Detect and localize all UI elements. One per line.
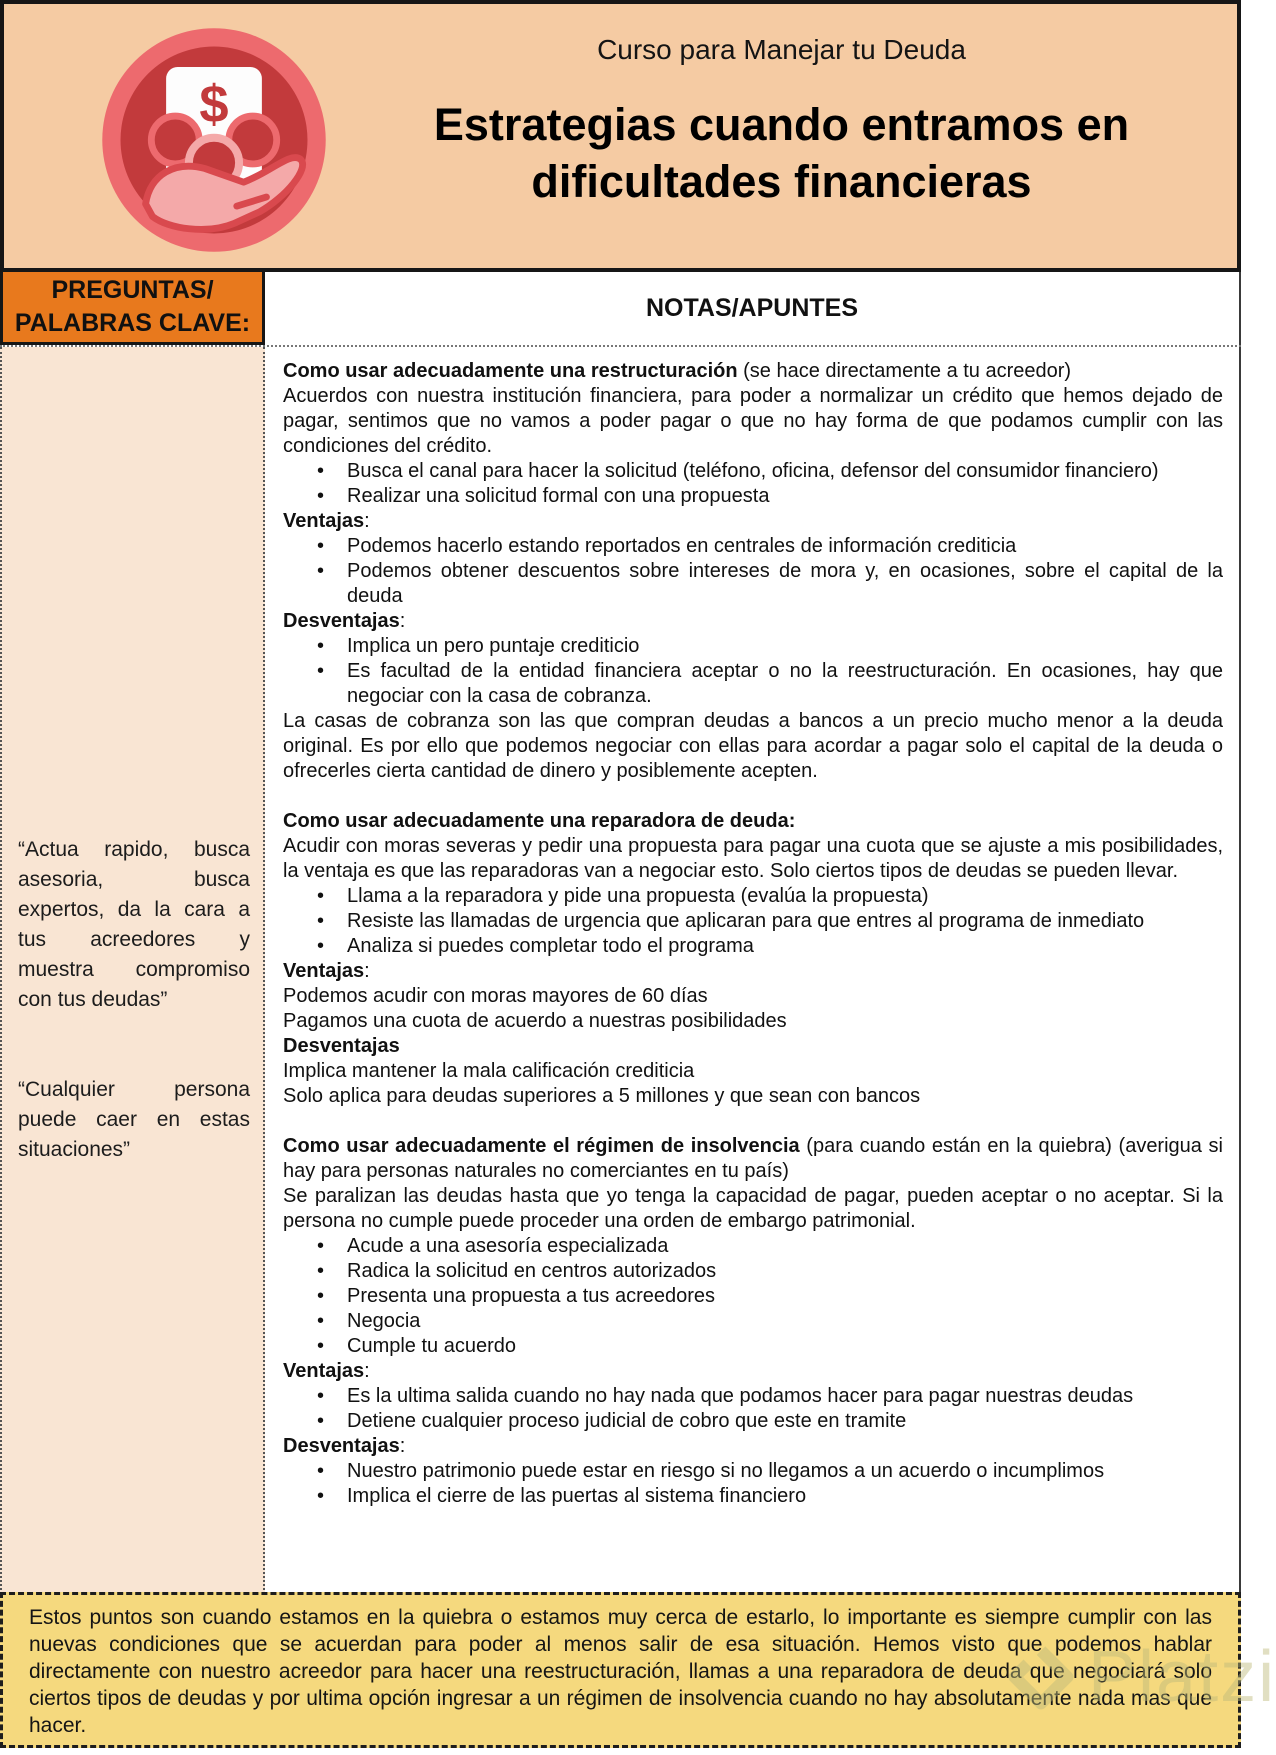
notes-block: • Resiste las llamadas de urgencia que aplicaran para que entres al programa de inmediato	[283, 909, 1223, 934]
questions-header-cell: PREGUNTAS/ PALABRAS CLAVE:	[0, 272, 265, 345]
notes-block: Ventajas:	[283, 960, 370, 982]
notes-block	[283, 784, 1223, 809]
notes-block: • Podemos obtener descuentos sobre intereses de mora y, en ocasiones, sobre el capital de la deuda	[283, 559, 1223, 609]
money-bill-in-hand-icon	[100, 26, 328, 254]
notes-block: Acudir con moras severas y pedir una propuesta para pagar una cuota que se ajuste a mis posibilidades, la ventaja es que las reparadoras van a negociar esto. Solo ciertos tipos de deudas se pueden llevar.	[283, 835, 1223, 882]
notes-block: • Radica la solicitud en centros autorizados	[283, 1259, 1223, 1284]
page-title: Estrategias cuando entramos en dificultades financieras	[433, 99, 1130, 207]
notes-block: La casas de cobranza son las que compran deudas a bancos a un precio mucho menor a la deuda original. Es por ello que podemos negociar con ellas para acordar a pagar solo el capital de la deuda o ofrecerles cierta cantidad de dinero y posiblemente acepten.	[283, 710, 1223, 782]
notes-block: Se paralizan las deudas hasta que yo tenga la capacidad de pagar, pueden aceptar o no aceptar. Si la persona no cumple puede proceder una orden de embargo patrimonial.	[283, 1185, 1223, 1232]
notes-block: • Negocia	[283, 1309, 1223, 1334]
notes-table-body	[0, 345, 1241, 1592]
notes-block: • Podemos hacerlo estando reportados en centrales de información crediticia	[283, 534, 1223, 559]
key-quote-1: “Actua rapido, busca asesoria, busca expertos, da la cara a tus acreedores y muestra compromiso con tus deudas”	[18, 838, 250, 1011]
notes-header-cell: NOTAS/APUNTES	[265, 272, 1241, 345]
notes-block	[283, 1109, 1223, 1134]
notes-block: • Implica el cierre de las puertas al sistema financiero	[283, 1484, 1223, 1509]
notes-block: • Presenta una propuesta a tus acreedores	[283, 1284, 1223, 1309]
notes-block: Acuerdos con nuestra institución financiera, para poder a normalizar un crédito que hemos dejado de pagar, sentimos que no vamos a poder pagar o que no hay forma de que podamos cumplir con las condiciones del crédito.	[283, 385, 1223, 457]
notes-block: • Cumple tu acuerdo	[283, 1334, 1223, 1359]
notes-block: Desventajas	[283, 1035, 400, 1057]
notes-block: Ventajas:	[283, 1360, 370, 1382]
notes-block: • Analiza si puedes completar todo el programa	[283, 934, 1223, 959]
notes-cell	[265, 347, 1241, 1594]
key-quote-2: “Cualquier persona puede caer en estas situaciones”	[18, 1078, 250, 1161]
summary-text: Estos puntos son cuando estamos en la quiebra o estamos muy cerca de estarlo, lo importante es siempre cumplir con las nuevas condiciones que se acuerdan para poder al menos salir de esa situación. Hemos visto que podemos hablar directamente con nuestro acreedor para hacer una reestructuración, llamas a una reparadora de deuda que negociará solo ciertos tipos de deudas y por ultima opción ingresar a un régimen de insolvencia cuando no hay absolutamente nada mas que hacer.	[29, 1606, 1212, 1737]
notes-block: Implica mantener la mala calificación crediticia	[283, 1060, 695, 1082]
svg-text:$: $	[199, 75, 229, 134]
questions-cell	[0, 347, 265, 1594]
notes-block: • Implica un pero puntaje crediticio	[283, 634, 1223, 659]
watermark-label: Platzi	[1088, 1637, 1276, 1717]
notes-block: • Llama a la reparadora y pide una propuesta (evalúa la propuesta)	[283, 884, 1223, 909]
notes-block: Desventajas:	[283, 1435, 406, 1457]
notes-block: Desventajas:	[283, 610, 406, 632]
notes-block: Como usar adecuadamente una restructuración (se hace directamente a tu acreedor)	[283, 360, 1072, 382]
notes-block: • Nuestro patrimonio puede estar en riesgo si no llegamos a un acuerdo o incumplimos	[283, 1459, 1223, 1484]
notes-block: • Es la ultima salida cuando no hay nada que podamos hacer para pagar nuestras deudas	[283, 1384, 1223, 1409]
header-banner	[0, 0, 1241, 272]
summary-box	[0, 1592, 1241, 1748]
notes-block: • Busca el canal para hacer la solicitud (teléfono, oficina, defensor del consumidor financiero)	[283, 459, 1223, 484]
notes-block: Pagamos una cuota de acuerdo a nuestras posibilidades	[283, 1010, 787, 1032]
notes-block: Podemos acudir con moras mayores de 60 días	[283, 985, 708, 1007]
notes-block: • Acude a una asesoría especializada	[283, 1234, 1223, 1259]
notes-block: Ventajas:	[283, 510, 370, 532]
course-label: Curso para Manejar tu Deuda	[597, 34, 966, 65]
notes-block: • Es facultad de la entidad financiera aceptar o no la reestructuración. En ocasiones, hay que negociar con la casa de cobranza.	[283, 659, 1223, 709]
notes-block: Como usar adecuadamente una reparadora de deuda:	[283, 810, 796, 832]
notes-block: Como usar adecuadamente el régimen de insolvencia (para cuando están en la quiebra) (averigua si hay para personas naturales no comerciantes en tu país)	[283, 1135, 1223, 1182]
notes-block: • Detiene cualquier proceso judicial de cobro que este en tramite	[283, 1409, 1223, 1434]
notes-block: • Realizar una solicitud formal con una propuesta	[283, 484, 1223, 509]
notes-block: Solo aplica para deudas superiores a 5 millones y que sean con bancos	[283, 1085, 921, 1107]
